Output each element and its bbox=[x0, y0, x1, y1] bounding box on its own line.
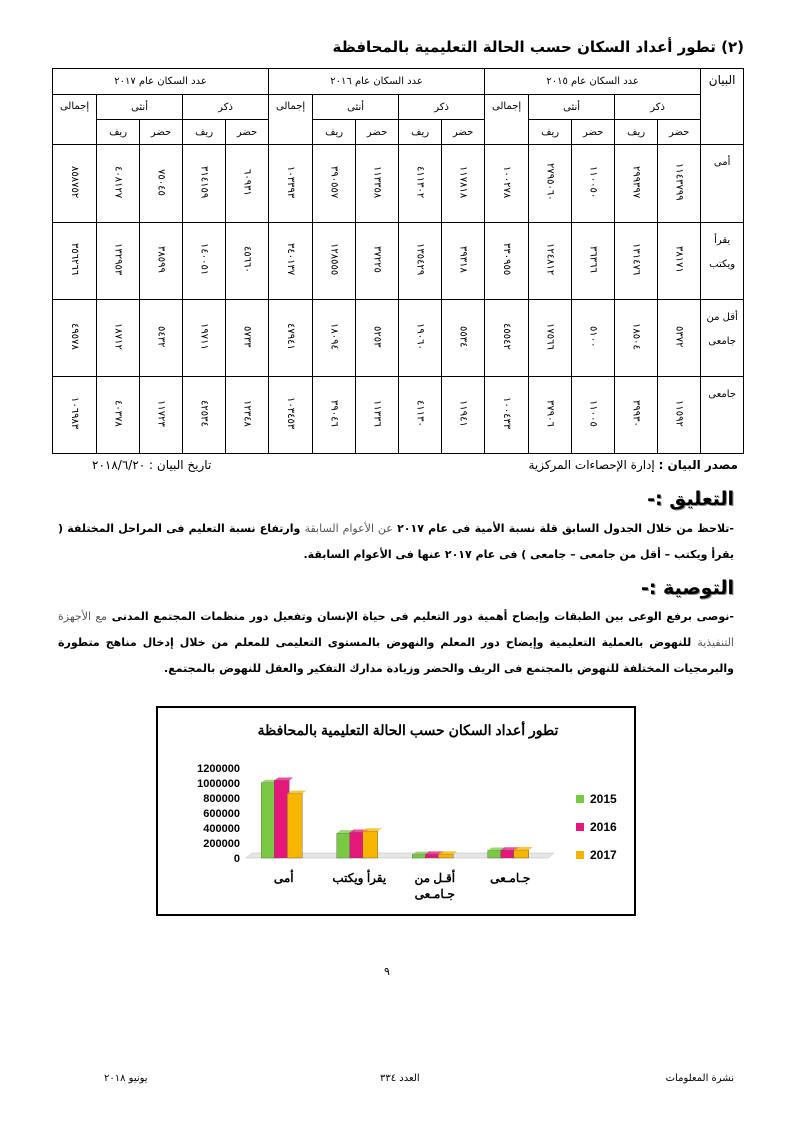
page-number: ٩ bbox=[384, 965, 390, 978]
recommendation-text: -نوصى برفع الوعى بين الطبقات وإيضاح أهمية دور التعليم فى حياة الإنسان وتفعيل دور منظمات المجتمع المدنى مع الأجهزة التنفيذية للنهوض بالعملية التعليمية وإيضاح دور المعلم والنهوض بالمستوى التعليمى للمعلم من خلال إدخال مناهج متطورة والبرمجيات المختلفة للنهوض بالمجتمع فى الريف والحضر وزيادة مدارك التفكير والعقل للنهوض بالمجتمع. bbox=[58, 610, 734, 675]
legend-label: 2016 bbox=[590, 820, 617, 834]
table-cell: ٢٧٩٥٠٦٠ bbox=[529, 145, 572, 223]
row-label: جامعى bbox=[701, 377, 744, 454]
table-cell: ٣٨١٧١ bbox=[658, 223, 701, 300]
table-cell: ١١٣٣٥٨ bbox=[356, 145, 399, 223]
table-cell: ٤١١٣٠٢ bbox=[399, 145, 442, 223]
data-source bbox=[528, 458, 738, 472]
y-tick-label: 600000 bbox=[203, 808, 240, 820]
row-label: يقرأ ويكتب bbox=[701, 223, 744, 300]
header-male: ذكر bbox=[183, 95, 269, 120]
bar-top bbox=[287, 791, 306, 794]
table-cell: ١٠٠٤٣٣ bbox=[485, 377, 529, 454]
table-cell: ١٠٦٩٨٣ bbox=[53, 377, 97, 454]
table-cell: ١١٧٨١٨ bbox=[442, 145, 485, 223]
header-label: البيان bbox=[701, 69, 744, 145]
bar bbox=[337, 833, 352, 858]
table-cell: ٣٨٥٩٩ bbox=[140, 223, 183, 300]
table-cell: ٢٩٩٣٩٧ bbox=[615, 145, 658, 223]
header-urban: حضر bbox=[442, 120, 485, 145]
page-title: (٢) تطور أعداد السكان حسب الحالة التعليمية بالمحافظة bbox=[332, 38, 744, 56]
table-cell: ٣٥٦٢٦٦ bbox=[53, 223, 97, 300]
table-cell: ٥٢٥٣ bbox=[356, 300, 399, 377]
x-tick-label: أقـل من جـامـعى bbox=[414, 871, 456, 901]
table-cell: ١٠٣٣٩٣ bbox=[269, 145, 313, 223]
legend-swatch bbox=[576, 851, 584, 859]
recommendation-heading: التوصية :- bbox=[640, 577, 734, 599]
legend-swatch bbox=[576, 823, 584, 831]
x-tick-label: يقرأ ويكتب bbox=[332, 871, 387, 885]
header-rural: ريف bbox=[399, 120, 442, 145]
table-cell: ٦٠٩٣١ bbox=[226, 145, 269, 223]
table-cell: ٣٩٠٤٦ bbox=[313, 377, 356, 454]
table-cell: ١١٠٠٥ bbox=[572, 377, 615, 454]
table-cell: ٣٩٠٥٥٧ bbox=[313, 145, 356, 223]
bar bbox=[412, 855, 427, 858]
table-cell: ٨٥٨٧٥٢ bbox=[53, 145, 97, 223]
bar bbox=[274, 780, 289, 858]
header-rural: ريف bbox=[183, 120, 226, 145]
header-male: ذكر bbox=[399, 95, 485, 120]
table-cell: ٣٣٠٩٥٥ bbox=[485, 223, 529, 300]
header-rural: ريف bbox=[529, 120, 572, 145]
header-total: إجمالى bbox=[53, 95, 97, 145]
table-cell: ١١٥٩٢ bbox=[658, 377, 701, 454]
header-urban: حضر bbox=[658, 120, 701, 145]
bar bbox=[287, 794, 302, 858]
table-cell: ٥١٠٠ bbox=[572, 300, 615, 377]
table-cell: ٤٠٣٧٨ bbox=[97, 377, 140, 454]
comment-heading: التعليق :- bbox=[647, 488, 734, 510]
table-cell: ١١٤٣٧٩٩ bbox=[658, 145, 701, 223]
header-urban: حضر bbox=[226, 120, 269, 145]
data-date-value: ٢٠١٨/٦/٢٠ bbox=[92, 458, 146, 472]
header-female: أنثى bbox=[529, 95, 615, 120]
header-male: ذكر bbox=[615, 95, 701, 120]
population-table bbox=[52, 68, 744, 454]
x-tick-label: جـامـعى bbox=[490, 871, 531, 885]
table-cell: ٣٧٩٠٦ bbox=[529, 377, 572, 454]
table-cell: ١٨٠٩٤ bbox=[313, 300, 356, 377]
footer-publication: نشرة المعلومات bbox=[665, 1073, 734, 1084]
header-year-2015: عدد السكان عام ٢٠١٥ bbox=[485, 69, 701, 95]
table-cell: ١٢٨٥٥٥ bbox=[313, 223, 356, 300]
table-cell: ٤٥٦٦٠ bbox=[226, 223, 269, 300]
table-cell: ٤٠٨١٢٧ bbox=[97, 145, 140, 223]
table-cell: ١١٧٢٣ bbox=[140, 377, 183, 454]
table-cell: ١١٣٣٦ bbox=[356, 377, 399, 454]
header-year-2016: عدد السكان عام ٢٠١٦ bbox=[269, 69, 485, 95]
table-cell: ٤٩٥٧٨ bbox=[53, 300, 97, 377]
header-rural: ريف bbox=[615, 120, 658, 145]
table-cell: ١٣٢٩٥٣ bbox=[97, 223, 140, 300]
y-tick-label: 1000000 bbox=[197, 778, 240, 790]
bar-top bbox=[363, 828, 382, 831]
table-cell: ٤٥٥٤٢ bbox=[485, 300, 529, 377]
data-source-value: إدارة الإحصاءات المركزية bbox=[528, 458, 655, 472]
bar bbox=[488, 850, 503, 858]
table-cell: ٥٤٣٢ bbox=[140, 300, 183, 377]
y-tick-label: 1200000 bbox=[197, 763, 240, 775]
row-label: أقل من جامعى bbox=[701, 300, 744, 377]
table-cell: ٧٥٠٤٥ bbox=[140, 145, 183, 223]
header-rural: ريف bbox=[97, 120, 140, 145]
table-cell: ٣٦٣٦٦ bbox=[572, 223, 615, 300]
table-cell: ٣٤٠١٣٧ bbox=[269, 223, 313, 300]
table-cell: ٥٥٣٤ bbox=[442, 300, 485, 377]
data-source-label: مصدر البيان : bbox=[658, 458, 738, 472]
legend-swatch bbox=[576, 795, 584, 803]
bar bbox=[261, 783, 276, 858]
table-cell: ١٢٣٤٨ bbox=[226, 377, 269, 454]
table-cell: ٤١١٣٠ bbox=[399, 377, 442, 454]
bar bbox=[501, 850, 516, 858]
header-year-2017: عدد السكان عام ٢٠١٧ bbox=[53, 69, 269, 95]
footer-date: يونيو ٢٠١٨ bbox=[104, 1073, 148, 1084]
header-rural: ريف bbox=[313, 120, 356, 145]
table-cell: ١٩٠٦٠ bbox=[399, 300, 442, 377]
row-label: أمى bbox=[701, 145, 744, 223]
header-urban: حضر bbox=[572, 120, 615, 145]
table-cell: ٥٣٧٢ bbox=[658, 300, 701, 377]
header-total: إجمالى bbox=[269, 95, 313, 145]
comment-text: -تلاحظ من خلال الجدول السابق قلة نسبة الأمية فى عام ٢٠١٧ عن الأعوام السابقة وارتفاع نسبة التعليم فى المراحل المختلفة ( يقرأ ويكتب – أقل من جامعى – جامعى ) فى عام ٢٠١٧ عنها فى الأعوام السابقة. bbox=[58, 522, 734, 561]
legend-label: 2015 bbox=[590, 792, 617, 806]
header-female: أنثى bbox=[97, 95, 183, 120]
data-date-label: تاريخ البيان : bbox=[149, 458, 212, 472]
header-total: إجمالى bbox=[485, 95, 529, 145]
table-cell: ٣١٤١٥٩ bbox=[183, 145, 226, 223]
table-cell: ١٣٥٤٢٩ bbox=[399, 223, 442, 300]
table-cell: ١٢٤٨١٢ bbox=[529, 223, 572, 300]
y-tick-label: 400000 bbox=[203, 823, 240, 835]
table-cell: ١٨٥٠٤ bbox=[615, 300, 658, 377]
header-urban: حضر bbox=[356, 120, 399, 145]
bar bbox=[363, 831, 378, 858]
header-urban: حضر bbox=[140, 120, 183, 145]
bar-chart bbox=[158, 708, 634, 914]
data-date bbox=[92, 458, 211, 472]
bar bbox=[514, 850, 529, 858]
table-cell: ١١٠٠٥٠ bbox=[572, 145, 615, 223]
bar bbox=[350, 832, 365, 858]
table-cell: ٤٧٩٤١ bbox=[269, 300, 313, 377]
table-cell: ١٠٠٢٧٨ bbox=[485, 145, 529, 223]
table-cell: ١١٩٤١ bbox=[442, 377, 485, 454]
table-cell: ٤٢٥٣٤ bbox=[183, 377, 226, 454]
legend-label: 2017 bbox=[590, 848, 617, 862]
bar-top bbox=[274, 777, 293, 780]
bar bbox=[438, 854, 453, 858]
table-cell: ١٨٧١٢ bbox=[97, 300, 140, 377]
table-cell: ٣٩٩٣٠ bbox=[615, 377, 658, 454]
chart-frame bbox=[156, 706, 636, 916]
table-cell: ٣٩٣١٨ bbox=[442, 223, 485, 300]
footer-issue: العدد ٣٣٤ bbox=[380, 1073, 420, 1084]
table-cell: ١٩٧١١ bbox=[183, 300, 226, 377]
table-cell: ١٠٣٤٥٣ bbox=[269, 377, 313, 454]
table-cell: ١٧٥٦٦ bbox=[529, 300, 572, 377]
y-tick-label: 0 bbox=[233, 853, 240, 865]
table-cell: ١٣١٤٧٦ bbox=[615, 223, 658, 300]
y-tick-label: 800000 bbox=[203, 793, 240, 805]
header-female: أنثى bbox=[313, 95, 399, 120]
table-cell: ٥٧٣٣ bbox=[226, 300, 269, 377]
y-tick-label: 200000 bbox=[203, 838, 240, 850]
x-tick-label: أمى bbox=[273, 871, 294, 885]
table-cell: ١٤٠٠٥١ bbox=[183, 223, 226, 300]
bar bbox=[425, 854, 440, 858]
chart-title: تطور أعداد السكان حسب الحالة التعليمية بالمحافظة bbox=[257, 722, 559, 738]
table-cell: ٣٧٢٢٥ bbox=[356, 223, 399, 300]
